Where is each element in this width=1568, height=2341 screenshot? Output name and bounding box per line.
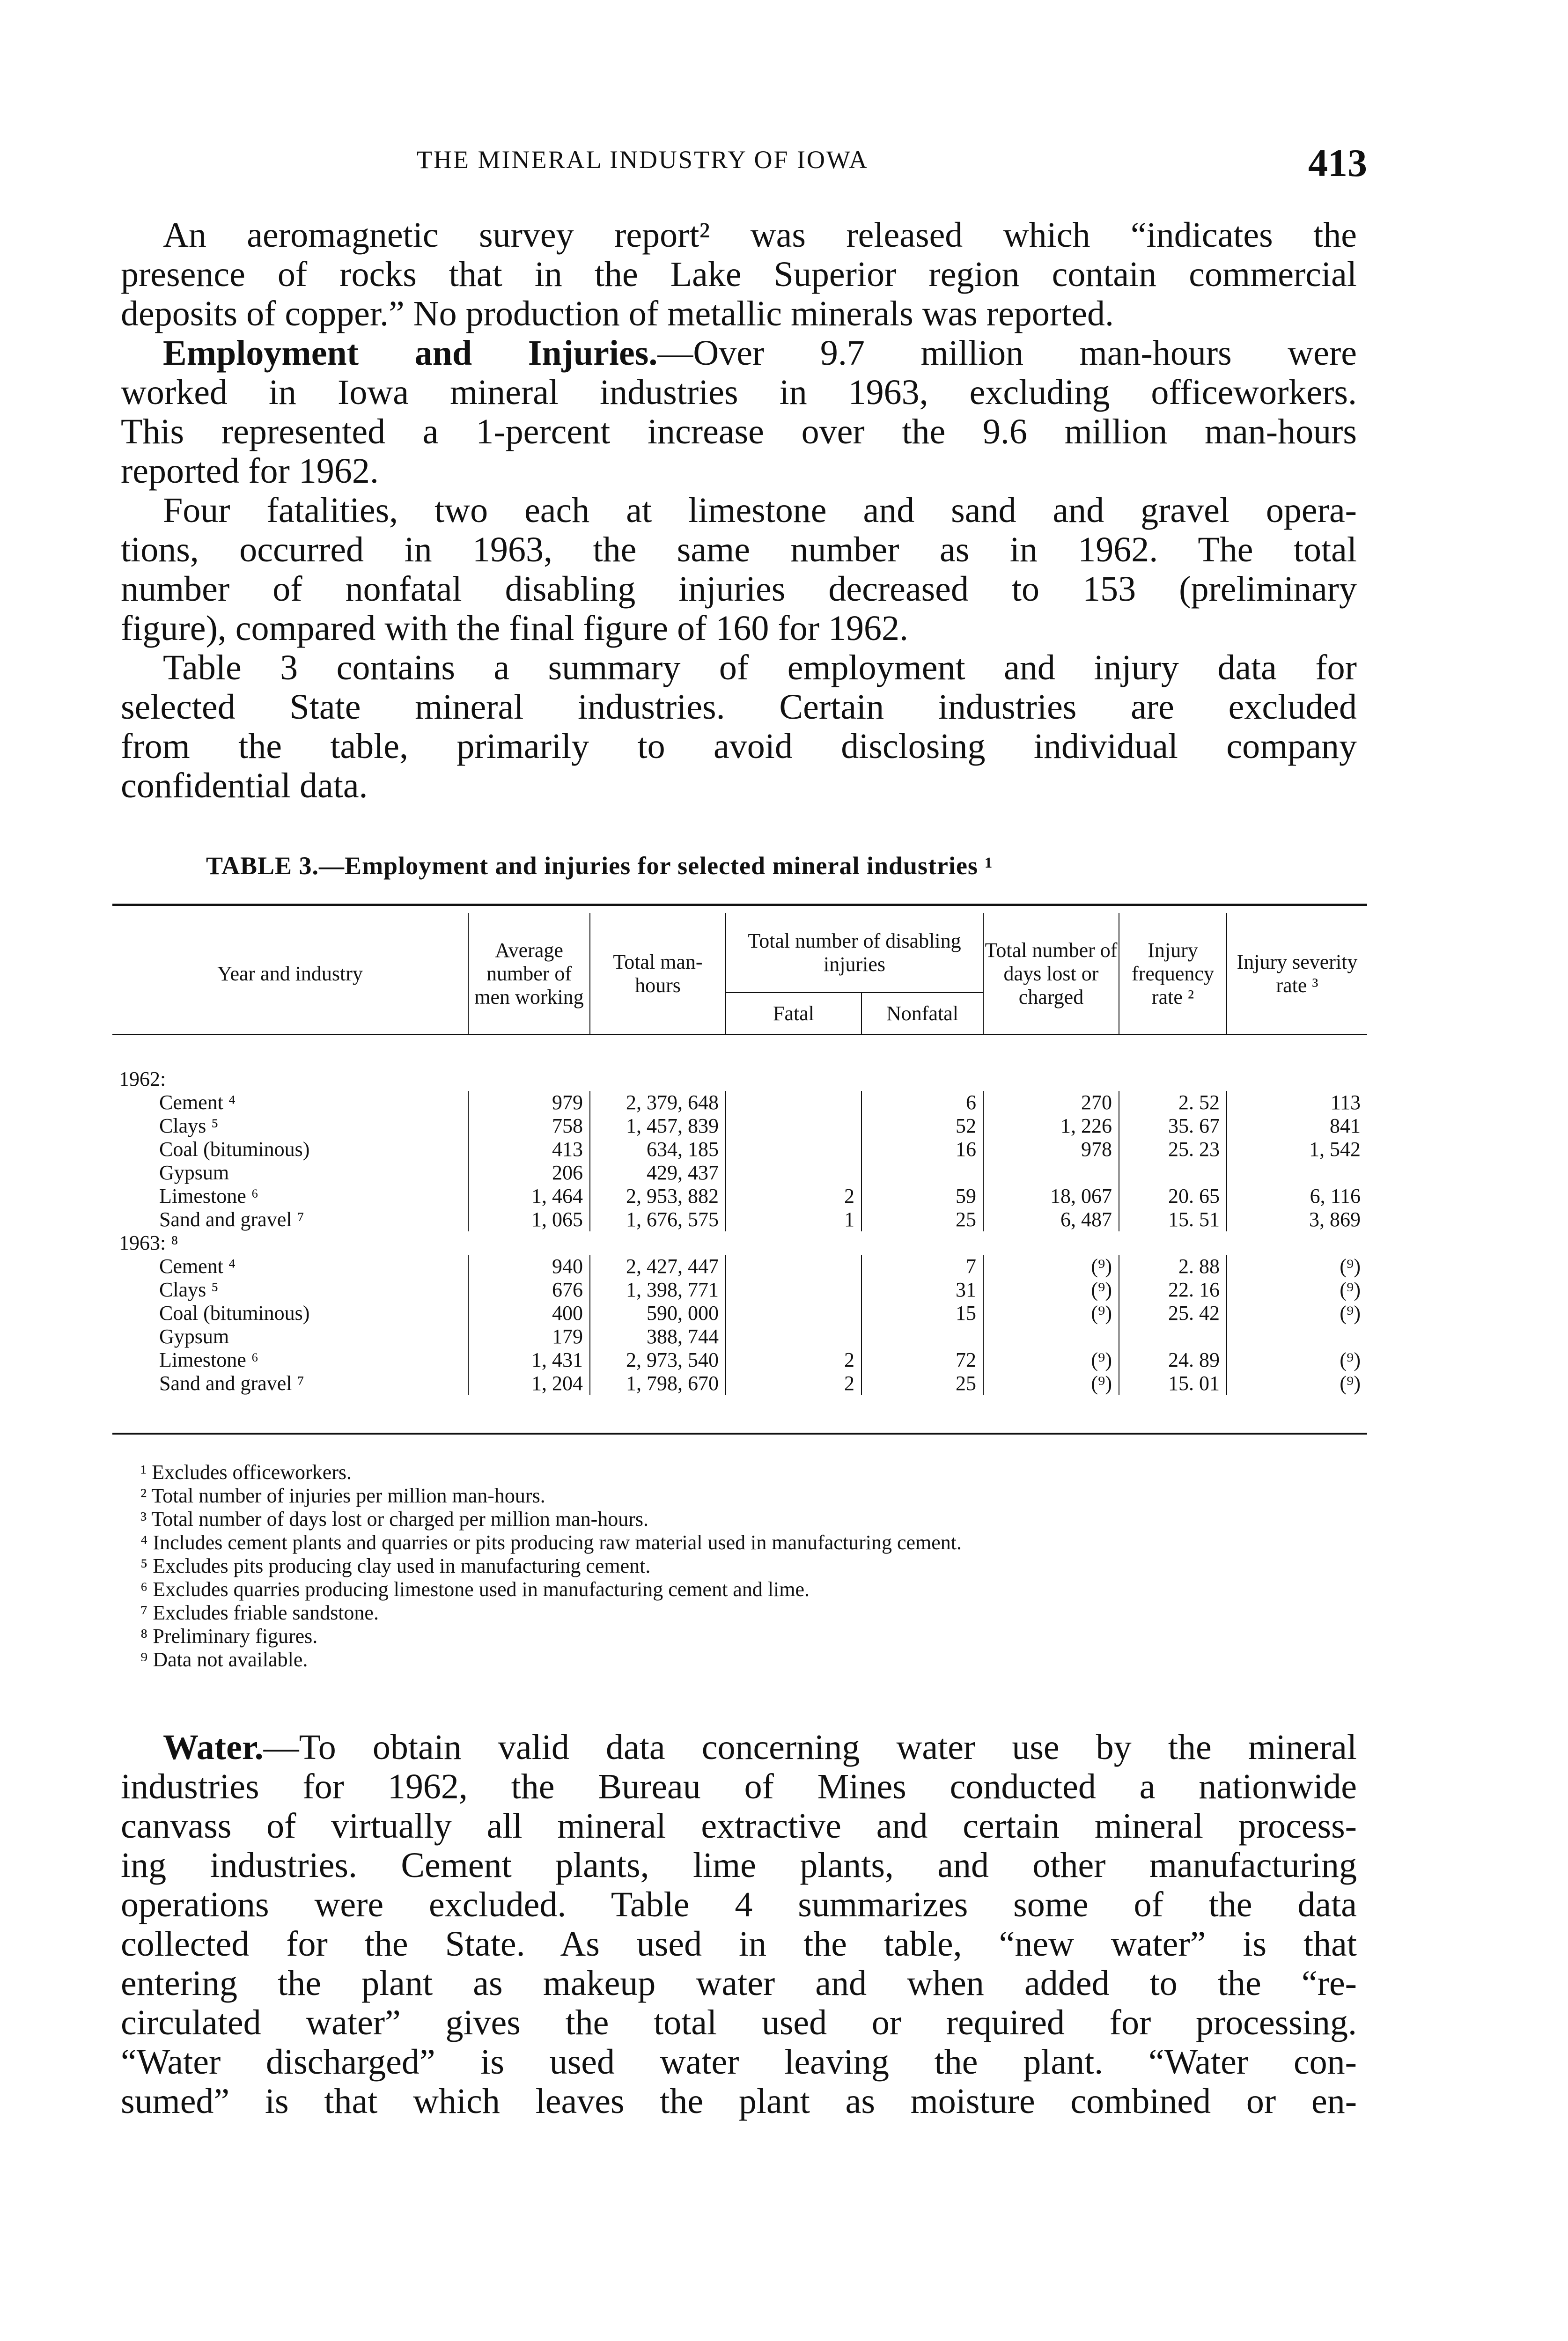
cell-frequency: 25. 23 (1119, 1138, 1227, 1161)
cell-industry: Sand and gravel ⁷ (159, 1372, 304, 1395)
cell-severity (1227, 1325, 1367, 1348)
col-fatal: Fatal (726, 993, 861, 1035)
table-top-rule (112, 904, 1367, 906)
cell-severity: 841 (1227, 1114, 1367, 1138)
cell-man-hours: 634, 185 (590, 1138, 726, 1161)
text-span: —To obtain valid data concerning water use by the mineral (263, 1728, 1357, 1767)
cell-days-lost: (⁹) (983, 1255, 1119, 1278)
cell-days-lost: 6, 487 (983, 1208, 1119, 1231)
text-line: Four fatalities, two each at limestone and sand and gravel opera- (163, 491, 1357, 530)
cell-nonfatal: 25 (861, 1372, 983, 1395)
text-line: reported for 1962. (121, 451, 379, 491)
cell-fatal: 2 (726, 1372, 861, 1395)
cell-days-lost: 18, 067 (983, 1185, 1119, 1208)
page-number: 413 (1308, 141, 1367, 185)
text-line (121, 1728, 1357, 1767)
text-line: entering the plant as makeup water and when added to the “re- (121, 1964, 1357, 2003)
cell-nonfatal: 16 (861, 1138, 983, 1161)
text-line: from the table, primarily to avoid disclosing individual company (121, 727, 1357, 766)
cell-nonfatal: 25 (861, 1208, 983, 1231)
table-row (112, 1302, 1367, 1325)
cell-frequency: 25. 42 (1119, 1302, 1227, 1325)
text-line: presence of rocks that in the Lake Superior region contain commercial (121, 255, 1357, 294)
cell-frequency: 2. 52 (1119, 1091, 1227, 1114)
text-line: tions, occurred in 1963, the same number as in 1962. The total (121, 530, 1357, 569)
cell-fatal (726, 1302, 861, 1325)
cell-man-hours: 590, 000 (590, 1302, 726, 1325)
cell-men: 979 (468, 1091, 590, 1114)
paragraph-aeromagnetic (121, 215, 1357, 333)
cell-severity: 3, 869 (1227, 1208, 1367, 1231)
table-bottom-rule (112, 1433, 1367, 1435)
text-line: number of nonfatal disabling injuries decreased to 153 (preliminary (121, 569, 1357, 609)
spacer-cell (468, 1231, 1367, 1255)
cell-industry: Cement ⁴ (159, 1255, 236, 1278)
col-days-lost: Total number of days lost or charged (983, 913, 1119, 1035)
cell-industry: Coal (bituminous) (159, 1138, 310, 1161)
page-header (117, 140, 1381, 192)
cell-man-hours: 2, 973, 540 (590, 1348, 726, 1372)
col-year-industry: Year and industry (112, 913, 468, 1035)
cell-men: 400 (468, 1302, 590, 1325)
footnote: ⁶ Excludes quarries producing limestone used in manufacturing cement and lime. (140, 1578, 810, 1601)
text-line: An aeromagnetic survey report² was released which “indicates the (163, 215, 1357, 255)
text-line: collected for the State. As used in the table, “new water” is that (121, 1924, 1357, 1964)
col-average-men: Average number of men working (468, 913, 590, 1035)
col-severity-rate: Injury severity rate ³ (1237, 950, 1358, 997)
cell-men: 206 (468, 1161, 590, 1185)
cell-industry: Sand and gravel ⁷ (159, 1208, 304, 1231)
cell-days-lost: (⁹) (983, 1348, 1119, 1372)
running-title: THE MINERAL INDUSTRY OF IOWA (417, 146, 869, 174)
table-row (112, 1185, 1367, 1208)
cell-industry: Clays ⁵ (159, 1114, 219, 1137)
cell-severity (1227, 1161, 1367, 1185)
cell-industry: Clays ⁵ (159, 1278, 219, 1301)
cell-fatal (726, 1278, 861, 1302)
cell-men: 676 (468, 1278, 590, 1302)
footnote: ² Total number of injuries per million man-hours. (140, 1484, 545, 1507)
cell-nonfatal: 7 (861, 1255, 983, 1278)
text-line: This represented a 1-percent increase over the 9.6 million man-hours (121, 412, 1357, 451)
text-line: deposits of copper.” No production of metallic minerals was reported. (121, 294, 1114, 333)
cell-industry: Coal (bituminous) (159, 1302, 310, 1325)
cell-frequency: 15. 01 (1119, 1372, 1227, 1395)
employment-injuries-table (112, 913, 1367, 1395)
footnote: ⁴ Includes cement plants and quarries or pits producing raw material used in manufacturing cement. (140, 1531, 962, 1554)
text-line: canvass of virtually all mineral extractive and certain mineral process- (121, 1806, 1357, 1846)
table-row (112, 1091, 1367, 1114)
cell-men: 1, 431 (468, 1348, 590, 1372)
cell-fatal: 2 (726, 1348, 861, 1372)
text-line: operations were excluded. Table 4 summarizes some of the data (121, 1885, 1357, 1924)
cell-man-hours: 2, 427, 447 (590, 1255, 726, 1278)
cell-man-hours: 2, 379, 648 (590, 1091, 726, 1114)
cell-severity: 113 (1227, 1091, 1367, 1114)
cell-severity: (⁹) (1227, 1348, 1367, 1372)
table-row (112, 1208, 1367, 1231)
paragraph-table-summary (121, 648, 1357, 805)
text-line: ing industries. Cement plants, lime plants, and other manufacturing (121, 1846, 1357, 1885)
cell-severity: 1, 542 (1227, 1138, 1367, 1161)
table-footnotes (140, 1461, 962, 1671)
table-row (112, 1348, 1367, 1372)
text-line: confidential data. (121, 766, 368, 805)
text-line: worked in Iowa mineral industries in 1963, excluding officeworkers. (121, 373, 1357, 412)
cell-fatal: 2 (726, 1185, 861, 1208)
year-label: 1963: ⁸ (119, 1231, 178, 1254)
cell-days-lost: (⁹) (983, 1302, 1119, 1325)
cell-days-lost: (⁹) (983, 1278, 1119, 1302)
paragraph-employment (121, 333, 1357, 491)
cell-frequency: 2. 88 (1119, 1255, 1227, 1278)
cell-severity: 6, 116 (1227, 1185, 1367, 1208)
cell-men: 413 (468, 1138, 590, 1161)
year-row (112, 1231, 1367, 1255)
table-caption: TABLE 3.—Employment and injuries for selected mineral industries ¹ (206, 852, 993, 880)
cell-fatal (726, 1091, 861, 1114)
cell-industry: Limestone ⁶ (159, 1185, 259, 1207)
table-row (112, 1325, 1367, 1348)
cell-industry: Limestone ⁶ (159, 1348, 259, 1371)
cell-fatal (726, 1138, 861, 1161)
cell-men: 940 (468, 1255, 590, 1278)
table-row (112, 1278, 1367, 1302)
cell-nonfatal: 52 (861, 1114, 983, 1138)
cell-nonfatal: 59 (861, 1185, 983, 1208)
footnote: ⁸ Preliminary figures. (140, 1625, 318, 1648)
cell-nonfatal: 15 (861, 1302, 983, 1325)
spacer-cell (468, 1067, 1367, 1091)
cell-nonfatal: 31 (861, 1278, 983, 1302)
table-row (112, 1114, 1367, 1138)
cell-days-lost: 978 (983, 1138, 1119, 1161)
section-heading-employment: Employment and Injuries. (163, 333, 658, 373)
cell-severity: (⁹) (1227, 1278, 1367, 1302)
year-label: 1962: (119, 1067, 166, 1090)
col-frequency-rate: Injury frequency rate ² (1119, 913, 1227, 1035)
footnote: ⁵ Excludes pits producing clay used in manufacturing cement. (140, 1554, 651, 1577)
cell-days-lost (983, 1161, 1119, 1185)
cell-industry: Gypsum (159, 1325, 229, 1348)
cell-severity: (⁹) (1227, 1372, 1367, 1395)
col-total-man-hours: Total man-hours (590, 913, 726, 1035)
cell-man-hours: 1, 676, 575 (590, 1208, 726, 1231)
cell-man-hours: 2, 953, 882 (590, 1185, 726, 1208)
table-row (112, 1255, 1367, 1278)
section-heading-water: Water. (163, 1728, 264, 1767)
cell-men: 179 (468, 1325, 590, 1348)
text-line: selected State mineral industries. Certain industries are excluded (121, 687, 1357, 727)
text-line: “Water discharged” is used water leaving the plant. “Water con- (121, 2042, 1357, 2082)
cell-industry: Gypsum (159, 1161, 229, 1184)
cell-man-hours: 388, 744 (590, 1325, 726, 1348)
cell-nonfatal: 6 (861, 1091, 983, 1114)
cell-men: 1, 065 (468, 1208, 590, 1231)
cell-fatal (726, 1325, 861, 1348)
paragraph-fatalities (121, 491, 1357, 648)
cell-severity: (⁹) (1227, 1255, 1367, 1278)
cell-men: 1, 464 (468, 1185, 590, 1208)
cell-nonfatal: 72 (861, 1348, 983, 1372)
cell-man-hours: 1, 457, 839 (590, 1114, 726, 1138)
text-line: industries for 1962, the Bureau of Mines conducted a nationwide (121, 1767, 1357, 1806)
cell-frequency (1119, 1325, 1227, 1348)
col-group-disabling-injuries: Total number of disabling injuries (726, 913, 983, 993)
col-nonfatal: Nonfatal (861, 993, 983, 1035)
footnote: ¹ Excludes officeworkers. (140, 1461, 352, 1484)
cell-days-lost (983, 1325, 1119, 1348)
cell-men: 758 (468, 1114, 590, 1138)
table-row (112, 1138, 1367, 1161)
cell-frequency: 24. 89 (1119, 1348, 1227, 1372)
cell-man-hours: 1, 398, 771 (590, 1278, 726, 1302)
cell-men: 1, 204 (468, 1372, 590, 1395)
cell-frequency: 15. 51 (1119, 1208, 1227, 1231)
table-row (112, 1161, 1367, 1185)
cell-industry: Cement ⁴ (159, 1091, 236, 1114)
cell-days-lost: (⁹) (983, 1372, 1119, 1395)
paragraph-water (121, 1728, 1357, 2121)
footnote: ⁹ Data not available. (140, 1648, 308, 1671)
text-line (121, 333, 1357, 373)
cell-frequency (1119, 1161, 1227, 1185)
cell-fatal (726, 1114, 861, 1138)
cell-days-lost: 270 (983, 1091, 1119, 1114)
cell-nonfatal (861, 1325, 983, 1348)
cell-man-hours: 1, 798, 670 (590, 1372, 726, 1395)
cell-frequency: 20. 65 (1119, 1185, 1227, 1208)
cell-frequency: 22. 16 (1119, 1278, 1227, 1302)
text-line: figure), compared with the final figure of 160 for 1962. (121, 609, 909, 648)
header-separator (112, 1035, 1367, 1067)
year-row (112, 1067, 1367, 1091)
text-line: sumed” is that which leaves the plant as moisture combined or en- (121, 2082, 1357, 2121)
footnote: ⁷ Excludes friable sandstone. (140, 1601, 379, 1624)
cell-fatal (726, 1161, 861, 1185)
cell-man-hours: 429, 437 (590, 1161, 726, 1185)
cell-fatal: 1 (726, 1208, 861, 1231)
text-line: Table 3 contains a summary of employment and injury data for (163, 648, 1357, 687)
cell-fatal (726, 1255, 861, 1278)
text-line: circulated water” gives the total used or required for processing. (121, 2003, 1357, 2042)
cell-severity: (⁹) (1227, 1302, 1367, 1325)
cell-nonfatal (861, 1161, 983, 1185)
table-row (112, 1372, 1367, 1395)
text-span: —Over 9.7 million man-hours were (657, 333, 1357, 373)
footnote: ³ Total number of days lost or charged per million man-hours. (140, 1508, 649, 1531)
cell-frequency: 35. 67 (1119, 1114, 1227, 1138)
cell-days-lost: 1, 226 (983, 1114, 1119, 1138)
table-body (112, 1067, 1367, 1395)
